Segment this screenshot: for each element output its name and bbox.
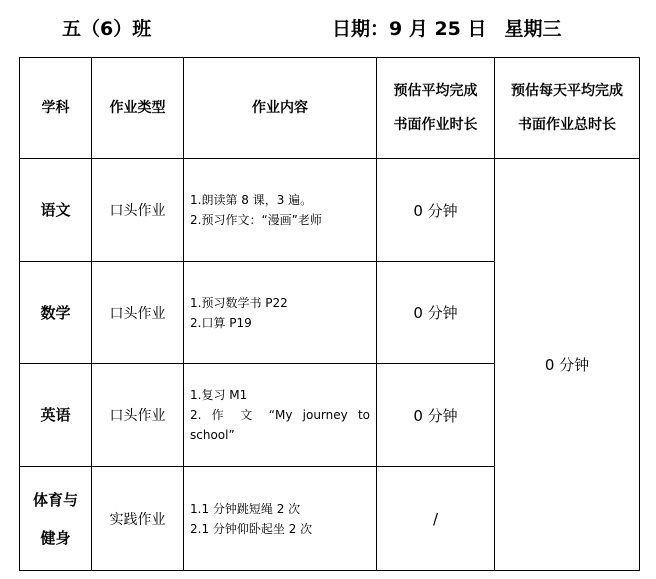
- row-type: 口头作业: [92, 159, 184, 262]
- row-content: [184, 467, 377, 571]
- header-total-time-line2: 书面作业总时长: [518, 117, 616, 133]
- row-subject: 语文: [20, 159, 92, 262]
- table-row: [20, 159, 640, 262]
- row-time: /: [377, 467, 495, 571]
- header-avg-time-line1: 预估平均完成: [393, 83, 478, 99]
- header-type: 作业类型: [92, 58, 184, 159]
- content-line: 1.朗读第 8 课，3 遍。: [190, 193, 313, 207]
- header-total-time-line1: 预估每天平均完成: [511, 83, 623, 99]
- row-type: 实践作业: [92, 467, 184, 571]
- class-name: 五（6）班: [62, 18, 152, 40]
- content-line: 1.1 分钟跳短绳 2 次: [190, 501, 301, 516]
- row-subject: [20, 467, 92, 571]
- content-line: 2.1 分钟仰卧起坐 2 次: [190, 521, 313, 536]
- content-line: 1.预习数学书 P22: [190, 295, 288, 310]
- header-subject: 学科: [20, 58, 92, 159]
- row-content: [184, 159, 377, 262]
- total-time: 0 分钟: [495, 159, 640, 571]
- content-line: 2. 作 文 “My journey to school”: [190, 408, 370, 442]
- header-row: [20, 58, 640, 159]
- content-line: 2.预习作文：“漫画”老师: [190, 213, 322, 227]
- header-avg-time: [377, 58, 495, 159]
- date-line: [332, 14, 580, 41]
- row-type: 口头作业: [92, 364, 184, 467]
- row-time: 0 分钟: [377, 262, 495, 364]
- row-content: [184, 262, 377, 364]
- header-avg-time-line2: 书面作业时长: [393, 117, 478, 133]
- header-total-time: [495, 58, 640, 159]
- content-line: 2.口算 P19: [190, 315, 252, 330]
- header-content: 作业内容: [184, 58, 377, 159]
- page-header: [0, 10, 656, 42]
- row-subject-line2: 健身: [40, 528, 71, 547]
- weekday: 星期三: [504, 18, 562, 40]
- row-subject: 英语: [20, 364, 92, 467]
- content-line: 1.复习 M1: [190, 388, 248, 402]
- row-subject-line1: 体育与: [32, 490, 78, 509]
- row-subject: 数学: [20, 262, 92, 364]
- date: 日期：9 月 25 日: [332, 18, 487, 40]
- row-time: 0 分钟: [377, 159, 495, 262]
- row-time: 0 分钟: [377, 364, 495, 467]
- row-type: 口头作业: [92, 262, 184, 364]
- row-content: [184, 364, 377, 467]
- homework-table: [19, 57, 640, 571]
